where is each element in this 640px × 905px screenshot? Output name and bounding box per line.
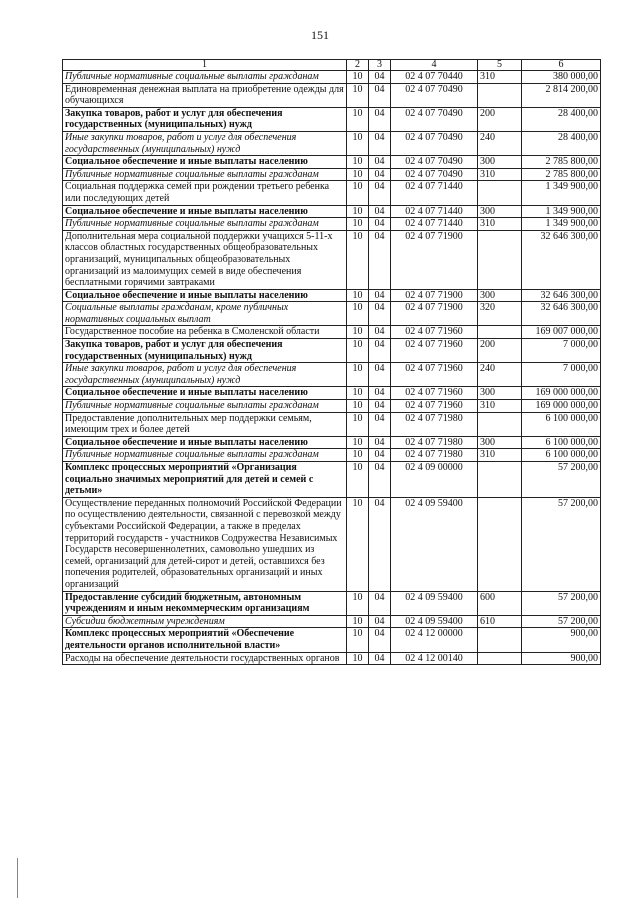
cell-name: Социальная поддержка семей при рождении третьего ребенка или последующих детей bbox=[63, 181, 347, 205]
cell-name: Публичные нормативные социальные выплаты гражданам bbox=[63, 71, 347, 84]
table-row bbox=[63, 628, 601, 652]
cell-subsection: 04 bbox=[369, 131, 391, 155]
table-row bbox=[63, 156, 601, 169]
table-row bbox=[63, 302, 601, 326]
cell-expense-type: 310 bbox=[478, 449, 522, 462]
table-row bbox=[63, 205, 601, 218]
table-row bbox=[63, 652, 601, 665]
cell-amount: 6 100 000,00 bbox=[522, 436, 601, 449]
cell-subsection: 04 bbox=[369, 462, 391, 498]
cell-target-article: 02 4 07 71960 bbox=[391, 326, 478, 339]
cell-amount: 57 200,00 bbox=[522, 615, 601, 628]
cell-name: Комплекс процессных мероприятий «Организация социально значимых мероприятий для детей и семей с детьми» bbox=[63, 462, 347, 498]
header-col-4: 4 bbox=[391, 60, 478, 71]
table-row bbox=[63, 497, 601, 591]
cell-amount: 380 000,00 bbox=[522, 71, 601, 84]
cell-amount: 2 785 800,00 bbox=[522, 156, 601, 169]
cell-expense-type: 300 bbox=[478, 156, 522, 169]
table-row bbox=[63, 387, 601, 400]
cell-target-article: 02 4 09 59400 bbox=[391, 497, 478, 591]
cell-target-article: 02 4 07 70490 bbox=[391, 107, 478, 131]
cell-expense-type: 200 bbox=[478, 107, 522, 131]
cell-target-article: 02 4 07 71900 bbox=[391, 289, 478, 302]
cell-subsection: 04 bbox=[369, 591, 391, 615]
cell-amount: 6 100 000,00 bbox=[522, 449, 601, 462]
cell-name: Публичные нормативные социальные выплаты гражданам bbox=[63, 218, 347, 231]
header-col-5: 5 bbox=[478, 60, 522, 71]
cell-expense-type: 310 bbox=[478, 168, 522, 181]
table-row bbox=[63, 168, 601, 181]
cell-target-article: 02 4 09 59400 bbox=[391, 591, 478, 615]
cell-section: 10 bbox=[347, 387, 369, 400]
cell-section: 10 bbox=[347, 591, 369, 615]
cell-section: 10 bbox=[347, 628, 369, 652]
cell-target-article: 02 4 07 71960 bbox=[391, 339, 478, 363]
cell-section: 10 bbox=[347, 107, 369, 131]
cell-amount: 57 200,00 bbox=[522, 591, 601, 615]
cell-subsection: 04 bbox=[369, 497, 391, 591]
cell-subsection: 04 bbox=[369, 289, 391, 302]
cell-section: 10 bbox=[347, 363, 369, 387]
cell-target-article: 02 4 07 71960 bbox=[391, 387, 478, 400]
cell-name: Закупка товаров, работ и услуг для обеспечения государственных (муниципальных) нужд bbox=[63, 107, 347, 131]
cell-subsection: 04 bbox=[369, 156, 391, 169]
table-row bbox=[63, 218, 601, 231]
table-row bbox=[63, 107, 601, 131]
cell-name: Социальное обеспечение и иные выплаты населению bbox=[63, 436, 347, 449]
cell-expense-type bbox=[478, 628, 522, 652]
cell-name: Дополнительная мера социальной поддержки учащихся 5-11-х классов областных государственных общеобразовательных организаций, муниципальных общеобразовательных организаций из малоимущих семей в виде обеспечения бесплатными горячими завтраками bbox=[63, 230, 347, 289]
cell-target-article: 02 4 07 71440 bbox=[391, 205, 478, 218]
cell-target-article: 02 4 09 00000 bbox=[391, 462, 478, 498]
cell-section: 10 bbox=[347, 462, 369, 498]
cell-target-article: 02 4 07 70490 bbox=[391, 156, 478, 169]
cell-subsection: 04 bbox=[369, 628, 391, 652]
table-row bbox=[63, 289, 601, 302]
cell-subsection: 04 bbox=[369, 326, 391, 339]
cell-expense-type: 240 bbox=[478, 131, 522, 155]
cell-name: Социальные выплаты гражданам, кроме публичных нормативных социальных выплат bbox=[63, 302, 347, 326]
cell-name: Расходы на обеспечение деятельности государственных органов bbox=[63, 652, 347, 665]
cell-expense-type bbox=[478, 462, 522, 498]
cell-section: 10 bbox=[347, 230, 369, 289]
cell-expense-type: 300 bbox=[478, 387, 522, 400]
cell-section: 10 bbox=[347, 497, 369, 591]
cell-target-article: 02 4 07 71980 bbox=[391, 436, 478, 449]
cell-amount: 169 000 000,00 bbox=[522, 400, 601, 413]
cell-name: Закупка товаров, работ и услуг для обеспечения государственных (муниципальных) нужд bbox=[63, 339, 347, 363]
cell-expense-type: 610 bbox=[478, 615, 522, 628]
cell-subsection: 04 bbox=[369, 387, 391, 400]
table-row bbox=[63, 615, 601, 628]
cell-amount: 1 349 900,00 bbox=[522, 181, 601, 205]
header-col-6: 6 bbox=[522, 60, 601, 71]
cell-expense-type bbox=[478, 83, 522, 107]
table-row bbox=[63, 230, 601, 289]
table-row bbox=[63, 131, 601, 155]
cell-target-article: 02 4 07 71900 bbox=[391, 230, 478, 289]
cell-section: 10 bbox=[347, 83, 369, 107]
table-header bbox=[63, 60, 601, 71]
cell-name: Иные закупки товаров, работ и услуг для обеспечения государственных (муниципальных) нужд bbox=[63, 363, 347, 387]
cell-name: Социальное обеспечение и иные выплаты населению bbox=[63, 387, 347, 400]
cell-expense-type bbox=[478, 652, 522, 665]
cell-name: Предоставление дополнительных мер поддержки семьям, имеющим трех и более детей bbox=[63, 412, 347, 436]
cell-name: Иные закупки товаров, работ и услуг для обеспечения государственных (муниципальных) нужд bbox=[63, 131, 347, 155]
cell-target-article: 02 4 09 59400 bbox=[391, 615, 478, 628]
cell-expense-type: 300 bbox=[478, 205, 522, 218]
cell-name: Публичные нормативные социальные выплаты гражданам bbox=[63, 400, 347, 413]
cell-amount: 7 000,00 bbox=[522, 363, 601, 387]
cell-section: 10 bbox=[347, 652, 369, 665]
cell-section: 10 bbox=[347, 131, 369, 155]
cell-subsection: 04 bbox=[369, 652, 391, 665]
table-row bbox=[63, 339, 601, 363]
cell-section: 10 bbox=[347, 615, 369, 628]
table-row bbox=[63, 363, 601, 387]
cell-section: 10 bbox=[347, 449, 369, 462]
cell-subsection: 04 bbox=[369, 615, 391, 628]
cell-amount: 169 000 000,00 bbox=[522, 387, 601, 400]
cell-target-article: 02 4 07 70440 bbox=[391, 71, 478, 84]
cell-section: 10 bbox=[347, 339, 369, 363]
cell-expense-type bbox=[478, 230, 522, 289]
cell-name: Предоставление субсидий бюджетным, автономным учреждениям и иным некоммерческим организациям bbox=[63, 591, 347, 615]
cell-expense-type: 600 bbox=[478, 591, 522, 615]
table-row bbox=[63, 412, 601, 436]
cell-expense-type bbox=[478, 412, 522, 436]
cell-expense-type: 310 bbox=[478, 71, 522, 84]
cell-name: Государственное пособие на ребенка в Смоленской области bbox=[63, 326, 347, 339]
cell-amount: 32 646 300,00 bbox=[522, 302, 601, 326]
cell-section: 10 bbox=[347, 71, 369, 84]
cell-target-article: 02 4 12 00140 bbox=[391, 652, 478, 665]
cell-target-article: 02 4 07 71440 bbox=[391, 218, 478, 231]
cell-amount: 1 349 900,00 bbox=[522, 205, 601, 218]
cell-expense-type: 300 bbox=[478, 436, 522, 449]
cell-expense-type: 320 bbox=[478, 302, 522, 326]
cell-name: Социальное обеспечение и иные выплаты населению bbox=[63, 289, 347, 302]
header-col-2: 2 bbox=[347, 60, 369, 71]
cell-section: 10 bbox=[347, 218, 369, 231]
cell-subsection: 04 bbox=[369, 181, 391, 205]
cell-subsection: 04 bbox=[369, 412, 391, 436]
cell-expense-type: 310 bbox=[478, 400, 522, 413]
cell-amount: 32 646 300,00 bbox=[522, 230, 601, 289]
cell-target-article: 02 4 07 70490 bbox=[391, 168, 478, 181]
table-row bbox=[63, 326, 601, 339]
cell-expense-type: 240 bbox=[478, 363, 522, 387]
cell-amount: 2 785 800,00 bbox=[522, 168, 601, 181]
cell-target-article: 02 4 07 71980 bbox=[391, 449, 478, 462]
cell-amount: 2 814 200,00 bbox=[522, 83, 601, 107]
cell-subsection: 04 bbox=[369, 218, 391, 231]
header-col-3: 3 bbox=[369, 60, 391, 71]
cell-target-article: 02 4 07 71900 bbox=[391, 302, 478, 326]
table-row bbox=[63, 591, 601, 615]
cell-subsection: 04 bbox=[369, 400, 391, 413]
cell-target-article: 02 4 07 71980 bbox=[391, 412, 478, 436]
cell-expense-type: 310 bbox=[478, 218, 522, 231]
cell-section: 10 bbox=[347, 302, 369, 326]
cell-amount: 28 400,00 bbox=[522, 107, 601, 131]
cell-amount: 6 100 000,00 bbox=[522, 412, 601, 436]
cell-amount: 28 400,00 bbox=[522, 131, 601, 155]
cell-target-article: 02 4 07 71960 bbox=[391, 400, 478, 413]
cell-amount: 32 646 300,00 bbox=[522, 289, 601, 302]
cell-amount: 900,00 bbox=[522, 628, 601, 652]
header-col-1: 1 bbox=[63, 60, 347, 71]
cell-subsection: 04 bbox=[369, 168, 391, 181]
cell-section: 10 bbox=[347, 412, 369, 436]
cell-subsection: 04 bbox=[369, 302, 391, 326]
cell-expense-type bbox=[478, 497, 522, 591]
cell-name: Публичные нормативные социальные выплаты гражданам bbox=[63, 449, 347, 462]
cell-section: 10 bbox=[347, 156, 369, 169]
table-row bbox=[63, 436, 601, 449]
cell-expense-type bbox=[478, 181, 522, 205]
cell-subsection: 04 bbox=[369, 83, 391, 107]
header-row bbox=[63, 60, 601, 71]
cell-subsection: 04 bbox=[369, 363, 391, 387]
cell-name: Субсидии бюджетным учреждениям bbox=[63, 615, 347, 628]
cell-amount: 1 349 900,00 bbox=[522, 218, 601, 231]
cell-target-article: 02 4 07 71440 bbox=[391, 181, 478, 205]
cell-amount: 57 200,00 bbox=[522, 462, 601, 498]
cell-expense-type: 200 bbox=[478, 339, 522, 363]
cell-target-article: 02 4 12 00000 bbox=[391, 628, 478, 652]
cell-subsection: 04 bbox=[369, 436, 391, 449]
cell-section: 10 bbox=[347, 400, 369, 413]
cell-section: 10 bbox=[347, 205, 369, 218]
cell-subsection: 04 bbox=[369, 71, 391, 84]
cell-name: Единовременная денежная выплата на приобретение одежды для обучающихся bbox=[63, 83, 347, 107]
cell-subsection: 04 bbox=[369, 205, 391, 218]
cell-subsection: 04 bbox=[369, 339, 391, 363]
table-row bbox=[63, 83, 601, 107]
table-row bbox=[63, 400, 601, 413]
cell-target-article: 02 4 07 71960 bbox=[391, 363, 478, 387]
cell-expense-type bbox=[478, 326, 522, 339]
cell-subsection: 04 bbox=[369, 449, 391, 462]
cell-section: 10 bbox=[347, 289, 369, 302]
cell-subsection: 04 bbox=[369, 230, 391, 289]
cell-target-article: 02 4 07 70490 bbox=[391, 83, 478, 107]
cell-subsection: 04 bbox=[369, 107, 391, 131]
table-row bbox=[63, 181, 601, 205]
cell-expense-type: 300 bbox=[478, 289, 522, 302]
cell-section: 10 bbox=[347, 168, 369, 181]
cell-amount: 900,00 bbox=[522, 652, 601, 665]
cell-target-article: 02 4 07 70490 bbox=[391, 131, 478, 155]
cell-section: 10 bbox=[347, 326, 369, 339]
table-row bbox=[63, 449, 601, 462]
cell-name: Осуществление переданных полномочий Российской Федерации по осуществлению деятельности, связанной с перевозкой между субъектами Российской Федерации, а также в пределах территорий государств - участников Содружества Независимых Государств несовершеннолетних, самовольно ушедших из семей, организаций для детей-сирот и детей, оставшихся без попечения родителей, образовательных организаций и иных организаций bbox=[63, 497, 347, 591]
table-row bbox=[63, 462, 601, 498]
page-number: 151 bbox=[311, 28, 329, 42]
cell-section: 10 bbox=[347, 436, 369, 449]
cell-name: Комплекс процессных мероприятий «Обеспечение деятельности органов исполнительной власти» bbox=[63, 628, 347, 652]
cell-amount: 7 000,00 bbox=[522, 339, 601, 363]
table-body bbox=[63, 71, 601, 665]
cell-section: 10 bbox=[347, 181, 369, 205]
cell-name: Социальное обеспечение и иные выплаты населению bbox=[63, 156, 347, 169]
cell-name: Социальное обеспечение и иные выплаты населению bbox=[63, 205, 347, 218]
cell-amount: 169 007 000,00 bbox=[522, 326, 601, 339]
table-row bbox=[63, 71, 601, 84]
budget-table bbox=[62, 59, 601, 665]
cell-amount: 57 200,00 bbox=[522, 497, 601, 591]
margin-mark bbox=[17, 858, 18, 898]
cell-name: Публичные нормативные социальные выплаты гражданам bbox=[63, 168, 347, 181]
